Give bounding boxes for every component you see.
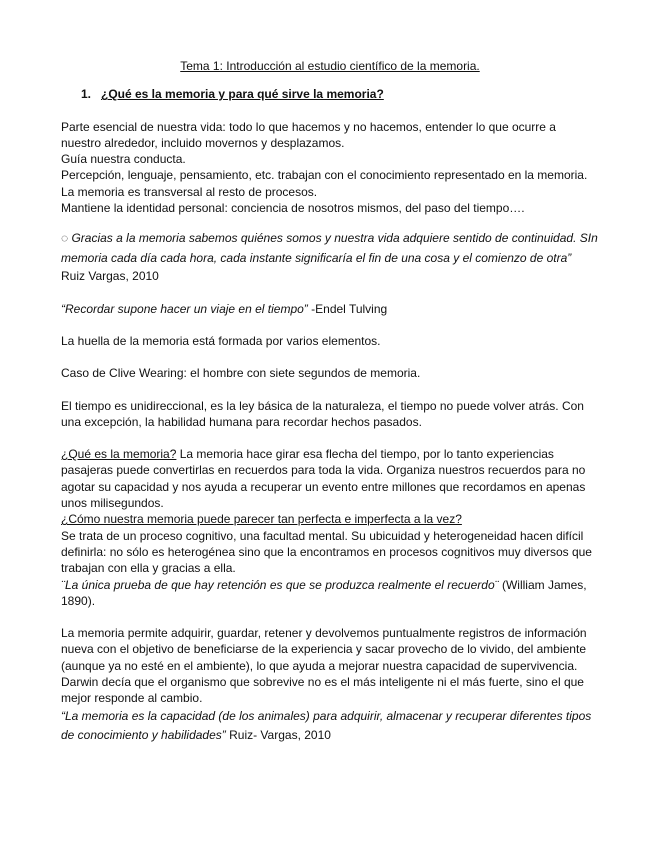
paragraph-what-is-memory	[61, 446, 599, 511]
quote-ruiz-vargas: ◌ Gracias a la memoria sabemos quiénes somos y nuestra vida adquiere sentido de continuidad. SIn memoria cada día cada hora, cada instante significaría el fin de una cosa y el comienzo de otra”	[61, 231, 598, 266]
paragraph-perception: Percepción, lenguaje, pensamiento, etc. trabajan con el conocimiento representado en la memoria. La memoria es transversal al resto de procesos.	[61, 168, 588, 199]
quote-william-james-text: ¨La única prueba de que hay retención es que se produzca realmente el recuerdo¨	[61, 577, 499, 592]
quote-definition	[61, 707, 599, 745]
paragraph-clive-wearing: Caso de Clive Wearing: el hombre con siete segundos de memoria.	[61, 366, 421, 381]
heading-text: ¿Qué es la memoria y para qué sirve la memoria?	[101, 87, 384, 102]
paragraph-darwin: Darwin decía que el organismo que sobrevive no es el más inteligente ni el más fuerte, sino el que mejor responde al cambio.	[61, 675, 584, 706]
paragraph-identity: Mantiene la identidad personal: conciencia de nosotros mismos, del paso del tiempo….	[61, 201, 525, 216]
quote-definition-author: Ruiz- Vargas, 2010	[225, 727, 331, 742]
quote-author-ruiz-vargas: Ruiz Vargas, 2010	[61, 269, 159, 284]
paragraph-conduct: Guía nuestra conducta.	[61, 152, 186, 167]
quote-william-james	[61, 577, 599, 610]
perfect-imperfect-heading: ¿Cómo nuestra memoria puede parecer tan perfecta e imperfecta a la vez?	[61, 512, 462, 527]
quote-definition-text: “La memoria es la capacidad (de los animales) para adquirir, almacenar y recuperar diferentes tipos de conocimiento y habilidades”	[61, 708, 592, 742]
quote-william-james-author: (William James, 1890).	[61, 577, 587, 608]
section-heading	[81, 86, 599, 102]
paragraph-trace: La huella de la memoria está formada por varios elementos.	[61, 333, 381, 348]
quote-tulving-text: “Recordar supone hacer un viaje en el tiempo”	[61, 301, 308, 316]
what-is-memory-text: La memoria hace girar esa flecha del tiempo, por lo tanto experiencias pasajeras puede convertirlas en recuerdos para toda la vida. Organiza nuestros recuerdos para no agotar su capacidad y nos ayuda a recuperar un evento entre millones que recordamos en apenas unos milisegundos.	[61, 447, 586, 511]
quote-tulving-author: -Endel Tulving	[307, 301, 388, 316]
paragraph-time: El tiempo es unidireccional, es la ley básica de la naturaleza, el tiempo no puede volver atrás. Con una excepción, la habilidad humana para recordar hechos pasados.	[61, 398, 584, 429]
quote-tulving	[61, 301, 599, 317]
document-title: Tema 1: Introducción al estudio científico de la memoria.	[180, 59, 480, 73]
heading-number: 1.	[81, 87, 92, 102]
what-is-memory-heading: ¿Qué es la memoria?	[61, 447, 177, 462]
paragraph-acquire: La memoria permite adquirir, guardar, retener y devolvemos puntualmente registros de información nueva con el objetivo de beneficiarse de la experiencia y sacar provecho de lo vivido, del ambiente (aunque ya no esté en el ambiente), lo que ayuda a mejorar nuestra capacidad de supervivencia.	[61, 626, 587, 673]
paragraph-cognitive-process: Se trata de un proceso cognitivo, una facultad mental. Su ubicuidad y heterogeneidad hacen difícil definirla: no sólo es heterogénea sino que la encontramos en procesos cognitivos muy diversos que trabajan con ella y gracias a ella.	[61, 528, 592, 576]
paragraph-essential: Parte esencial de nuestra vida: todo lo que hacemos y no hacemos, entender lo que ocurre a nuestro alrededor, incluido movernos y desplazamos.	[61, 119, 556, 150]
